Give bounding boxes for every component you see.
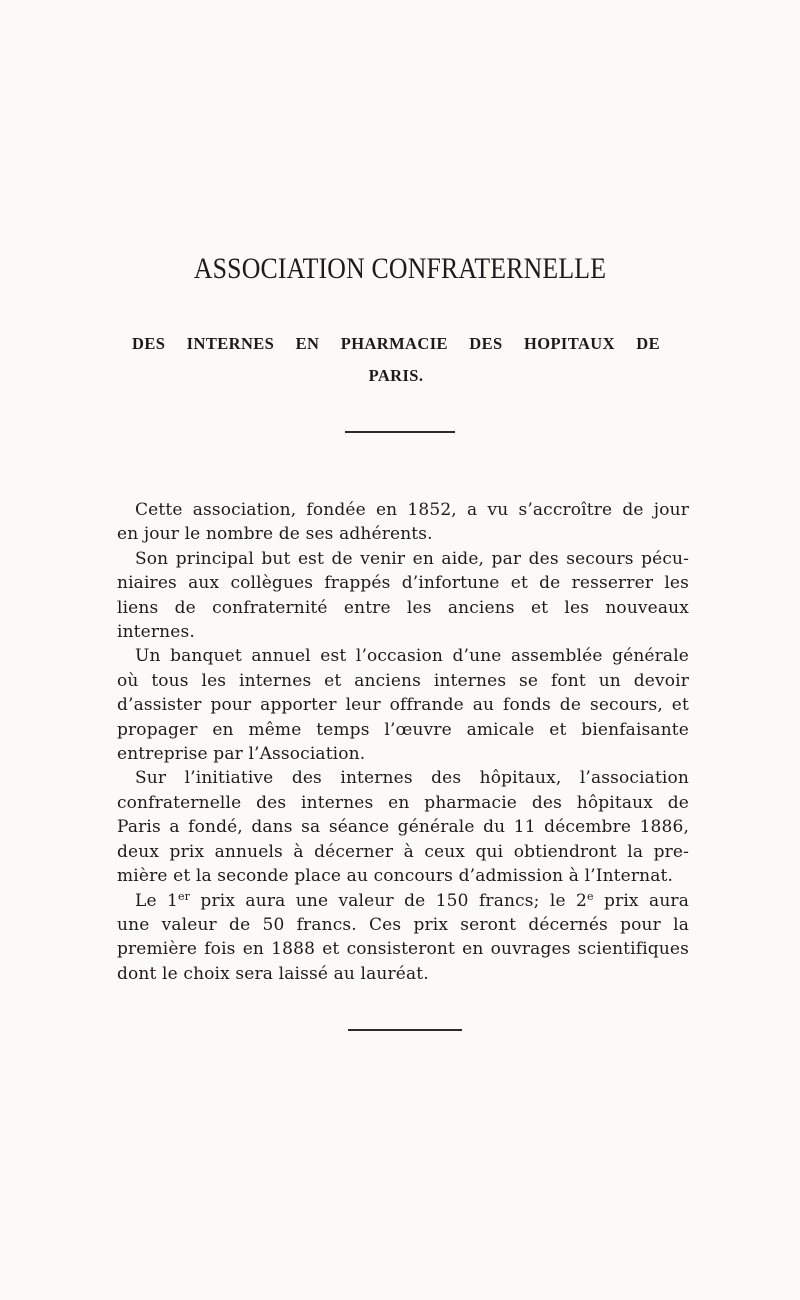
superscript: e	[587, 889, 594, 903]
text-line: mière et la seconde place au concours d’admission à l’Internat.	[117, 866, 674, 887]
paragraph-prize-values	[117, 889, 689, 987]
text-line: Un banquet annuel est l’occasion d’une assemblée générale	[135, 646, 689, 667]
text-line: première fois en 1888 et consisteront en ouvrages scientifiques	[117, 939, 689, 960]
document-title: ASSOCIATION CONFRATERNELLE	[193, 252, 607, 285]
text-line: propager en même temps l’œuvre amicale et bienfaisante	[117, 719, 689, 740]
text-line: où tous les internes et anciens internes se font un devoir	[117, 670, 689, 691]
text-line: Son principal but est de venir en aide, par des secours pécu-	[135, 548, 689, 569]
text-segment: Le 1	[135, 890, 178, 911]
text-line: entreprise par l’Association.	[117, 744, 366, 765]
subtitle-line: PARIS.	[368, 366, 424, 385]
text-line: liens de confraternité entre les anciens et les nouveaux	[117, 597, 689, 618]
text-segment: prix aura une valeur de 150 francs; le 2	[190, 890, 587, 911]
text-line	[117, 889, 689, 913]
text-line: deux prix annuels à décerner à ceux qui obtiendront la pre-	[117, 841, 689, 862]
text-line: internes.	[117, 622, 195, 643]
subtitle-line: DES INTERNES EN PHARMACIE DES HOPITAUX DE	[132, 334, 660, 353]
superscript: er	[177, 889, 191, 903]
text-segment: prix aura	[593, 890, 689, 911]
text-line: une valeur de 50 francs. Ces prix seront décernés pour la	[117, 914, 689, 935]
paragraph-banquet	[117, 644, 689, 766]
paragraph-purpose	[117, 547, 689, 645]
text-line: Cette association, fondée en 1852, a vu s’accroître de jour	[135, 500, 689, 520]
text-line: d’assister pour apporter leur offrande au fonds de secours, et	[117, 695, 689, 716]
document-subtitle	[132, 328, 660, 392]
text-line: en jour le nombre de ses adhérents.	[117, 524, 433, 545]
paragraph-prizes-founded	[117, 766, 689, 888]
bottom-divider-rule	[348, 1029, 462, 1031]
body-text	[117, 498, 689, 986]
text-line: Sur l’initiative des internes des hôpitaux, l’association	[135, 768, 689, 789]
top-divider-rule	[345, 431, 455, 433]
text-line: Paris a fondé, dans sa séance générale du 11 décembre 1886,	[117, 817, 689, 838]
text-line: niaires aux collègues frappés d’infortune et de resserrer les	[117, 573, 689, 594]
text-line: confraternelle des internes en pharmacie des hôpitaux de	[117, 792, 689, 813]
paragraph-foundation	[117, 498, 689, 547]
text-line: dont le choix sera laissé au lauréat.	[117, 963, 429, 984]
